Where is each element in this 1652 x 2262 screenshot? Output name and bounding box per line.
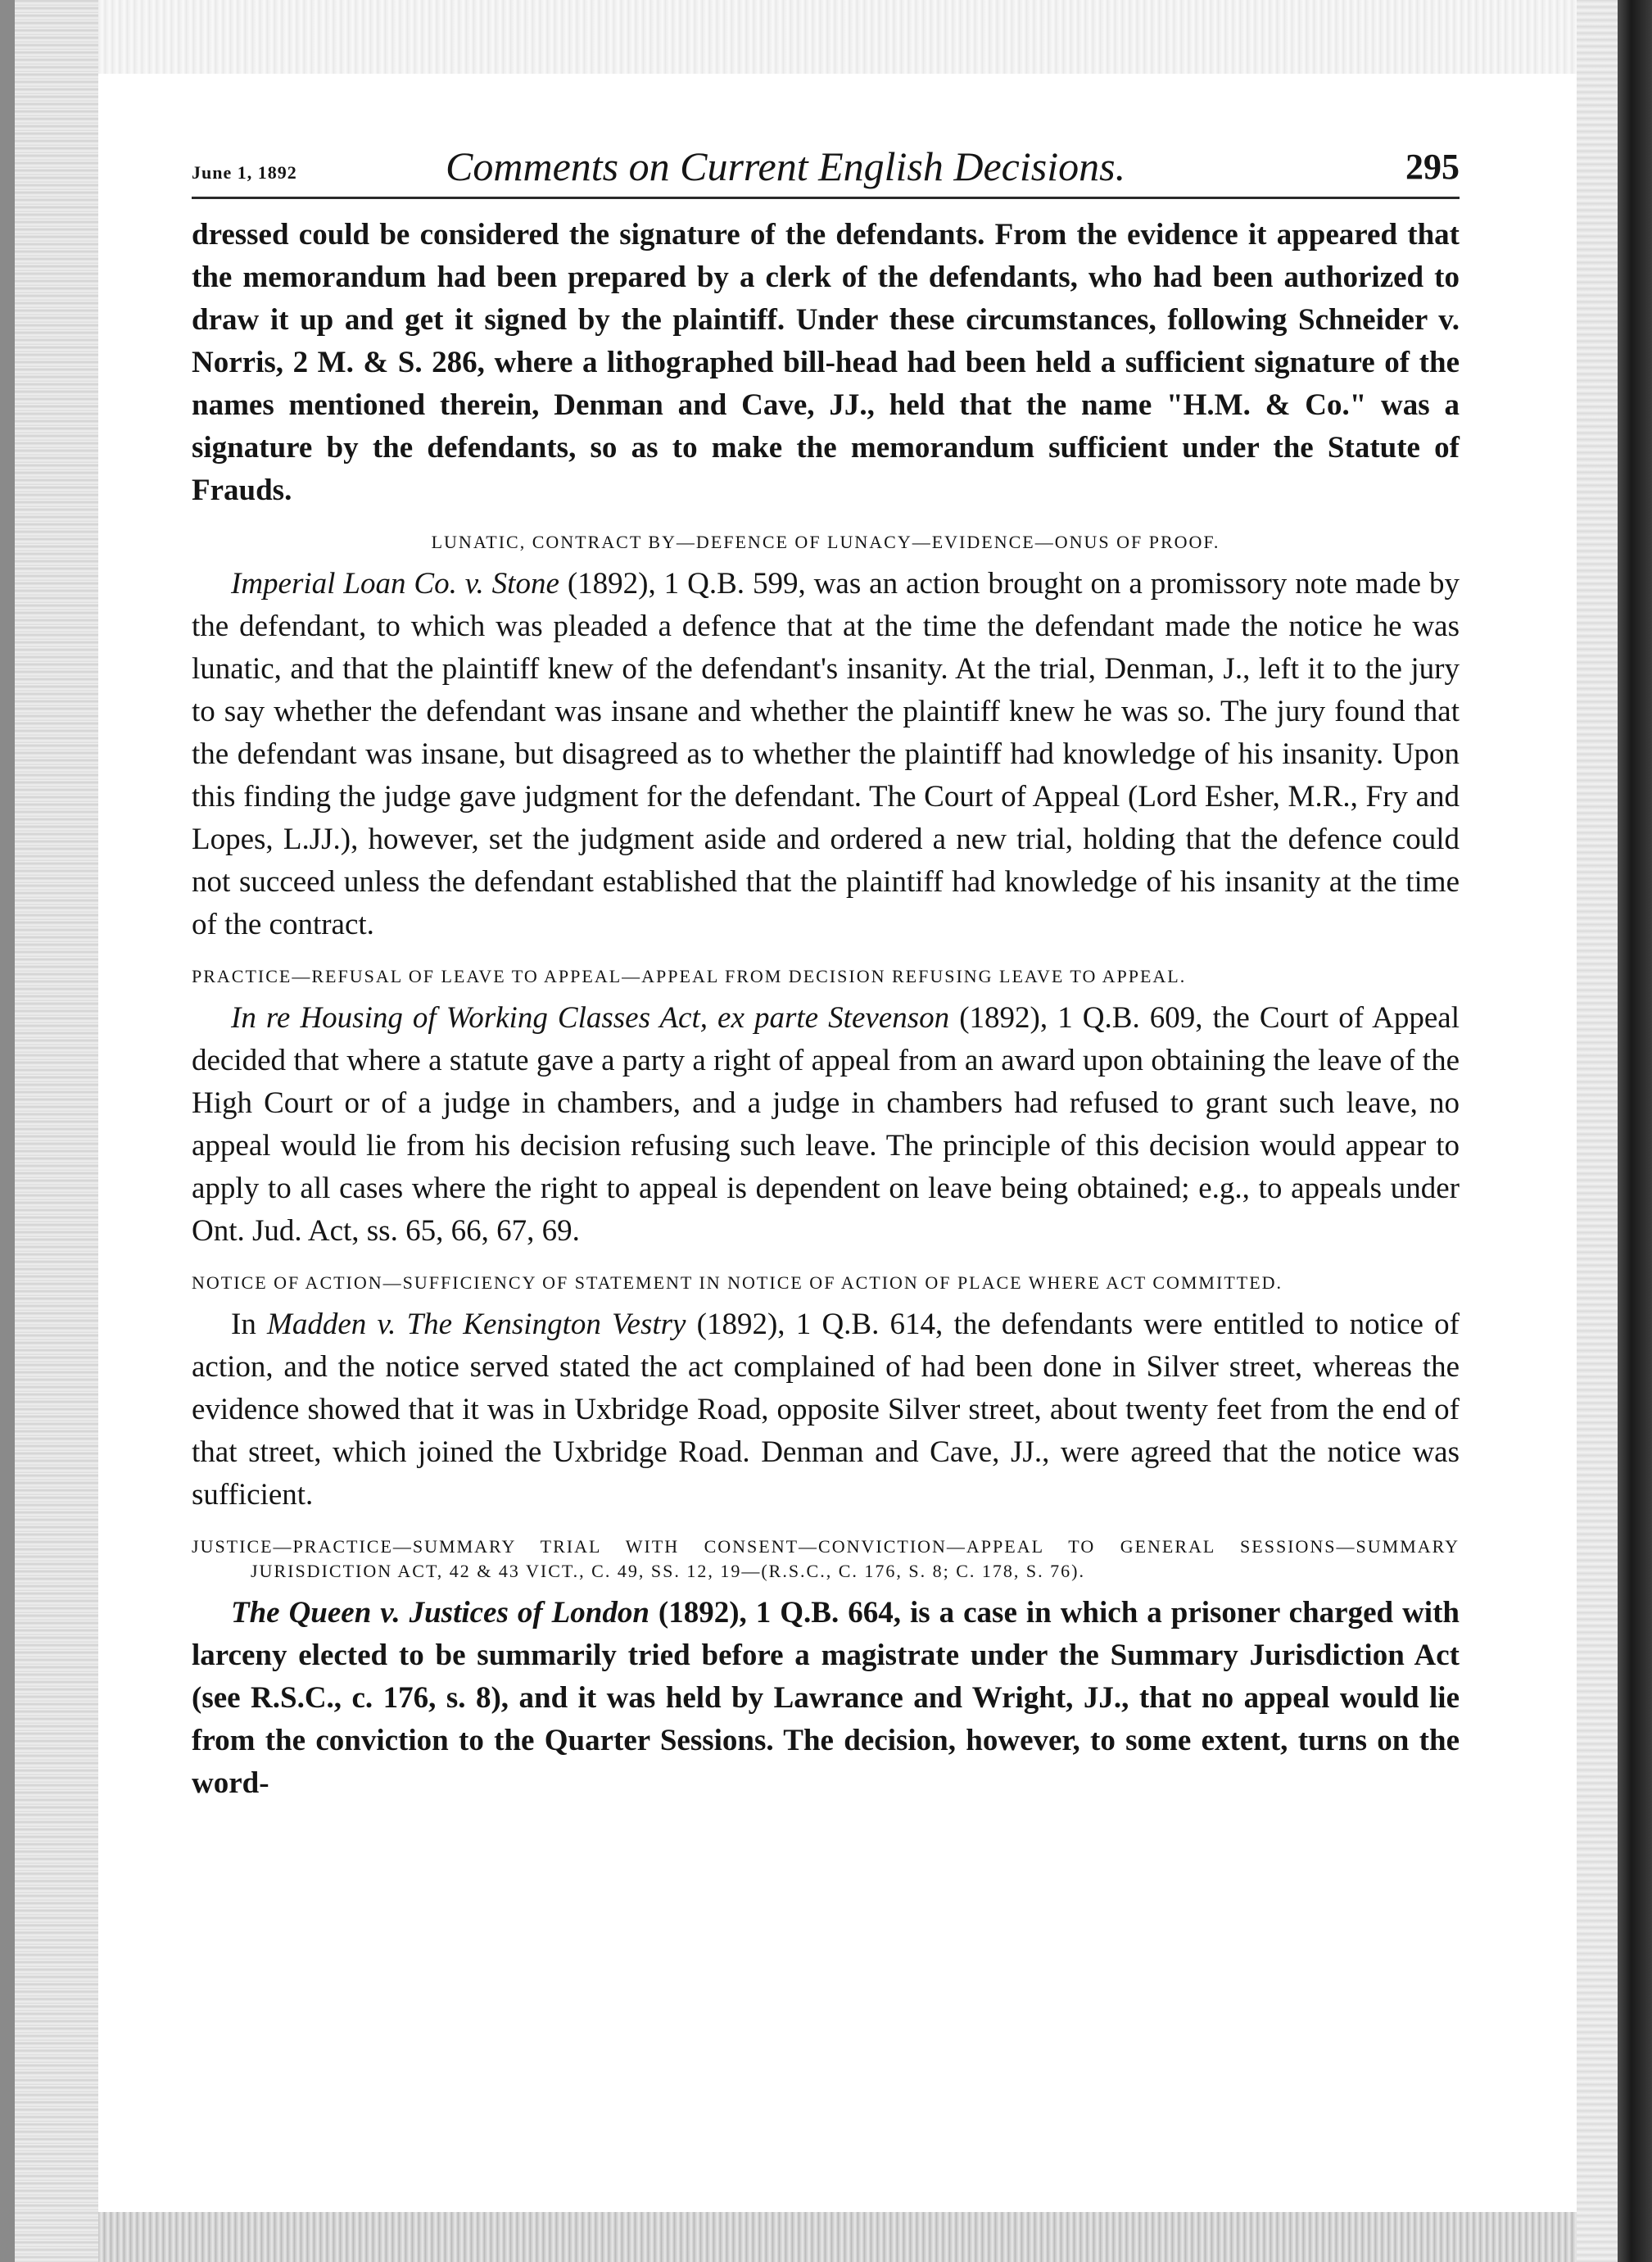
paragraph-housing — [192, 997, 1460, 1253]
paragraph-lead: In — [231, 1308, 268, 1341]
page-number: 295 — [1405, 147, 1460, 187]
section-heading-notice: NOTICE OF ACTION—SUFFICIENCY OF STATEMENT IN NOTICE OF ACTION OF PLACE WHERE ACT COMMITTED. — [192, 1272, 1283, 1293]
scan-border-top — [98, 0, 1577, 74]
case-name: Madden v. The Kensington Vestry — [267, 1308, 686, 1341]
paragraph-text: (1892), 1 Q.B. 664, is a case in which a prisoner charged with larceny elected to be summarily tried before a magistrate under the Summary Jurisdiction Act (see R.S.C., c. 176, s. 8), and it was held by Lawrance and Wright, JJ., that no appeal would lie from the conviction to the Quarter Sessions. The decision, however, to some extent, turns on the word- — [192, 1596, 1460, 1800]
case-name: In re Housing of Working Classes Act, ex parte Stevenson — [231, 1001, 950, 1035]
document-page — [192, 139, 1460, 1805]
scan-border-left — [0, 0, 98, 2262]
scan-edge-left — [0, 0, 15, 2262]
header-date: June 1, 1892 — [192, 162, 297, 183]
scan-border-bottom — [98, 2212, 1577, 2262]
running-header — [192, 139, 1460, 199]
paragraph-continuation: dressed could be considered the signature of the defendants. From the evidence it appeared that the memorandum had been prepared by a clerk of the defendants, who had been authorized to draw it up and get it signed by the plaintiff. Under these circumstances, following Schneider v. Norris, 2 M. & S. 286, where a lithographed bill-head had been held a sufficient signature of the names mentioned therein, Denman and Cave, JJ., held that the name "H.M. & Co." was a signature by the defendants, so as to make the memorandum sufficient under the Statute of Frauds. — [192, 218, 1460, 507]
paragraph-imperial-loan — [192, 563, 1460, 946]
case-name: Imperial Loan Co. v. Stone — [231, 567, 559, 601]
scan-edge-right — [1618, 0, 1652, 2262]
scan-border-right — [1577, 0, 1618, 2262]
section-heading-practice: PRACTICE—REFUSAL OF LEAVE TO APPEAL—APPEAL FROM DECISION REFUSING LEAVE TO APPEAL. — [192, 966, 1187, 986]
section-heading-lunatic: LUNATIC, CONTRACT BY—DEFENCE OF LUNACY—EVIDENCE—ONUS OF PROOF. — [431, 532, 1220, 552]
paragraph-text: (1892), 1 Q.B. 599, was an action brought on a promissory note made by the defendant, to which was pleaded a defence that at the time the defendant made the notice he was lunatic, and that the plaintiff knew of the defendant's insanity. At the trial, Denman, J., left it to the jury to say whether the defendant was insane and whether the plaintiff knew he was so. The jury found that the defendant was insane, but disagreed as to whether the plaintiff had knowledge of his insanity. Upon this finding the judge gave judgment for the defendant. The Court of Appeal (Lord Esher, M.R., Fry and Lopes, L.JJ.), however, set the judgment aside and ordered a new trial, holding that the defence could not succeed unless the defendant established that the plaintiff had knowledge of his insanity at the time of the contract. — [192, 567, 1460, 941]
paragraph-queen-justices — [192, 1592, 1460, 1805]
document-body — [192, 214, 1460, 1805]
header-title: Comments on Current English Decisions. — [446, 143, 1126, 189]
paragraph-text: (1892), 1 Q.B. 609, the Court of Appeal decided that where a statute gave a party a right of appeal from an award upon obtaining the leave of the High Court or of a judge in chambers, and a judge in chambers had refused to grant such leave, no appeal would lie from his decision refusing such leave. The principle of this decision would appear to apply to all cases where the right to appeal is dependent on leave being obtained; e.g., to appeals under Ont. Jud. Act, ss. 65, 66, 67, 69. — [192, 1001, 1460, 1248]
paragraph-madden — [192, 1303, 1460, 1516]
paragraph-text: (1892), 1 Q.B. 614, the defendants were entitled to notice of action, and the notice served stated the act complained of had been done in Silver street, whereas the evidence showed that it was in Uxbridge Road, opposite Silver street, about twenty feet from the end of that street, which joined the Uxbridge Road. Denman and Cave, JJ., were agreed that the notice was sufficient. — [192, 1308, 1460, 1512]
case-name: The Queen v. Justices of London — [231, 1596, 649, 1630]
section-heading-justice: JUSTICE—PRACTICE—SUMMARY TRIAL WITH CONSENT—CONVICTION—APPEAL TO GENERAL SESSIONS—SUMMARY JURISDICTION ACT, 42 & 43 VICT., C. 49, SS. 12, 19—(R.S.C., C. 176, S. 8; C. 178, S. 76). — [192, 1536, 1460, 1581]
